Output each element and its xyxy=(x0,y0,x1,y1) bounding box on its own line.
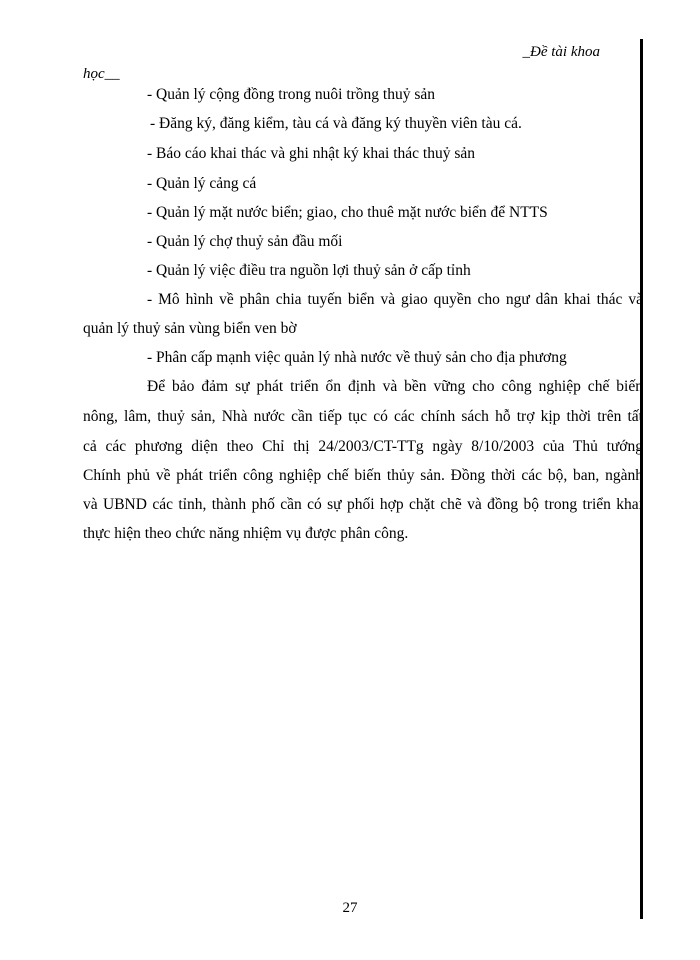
paragraph-line-last: thực hiện theo chức năng nhiệm vụ được phân công. xyxy=(83,525,409,542)
bullet-item-model-line2: quản lý thuỷ sản vùng biển ven bờ xyxy=(83,320,297,337)
paragraph-line: và UBND các tỉnh, thành phố cần có sự phối hợp chặt chẽ và đồng bộ trong triển khai xyxy=(83,496,643,513)
paragraph-line: cả các phương diện theo Chỉ thị 24/2003/CT-TTg ngày 8/10/2003 của Thủ tướng xyxy=(83,438,643,455)
bullet-item-vessel-registration: - Đăng ký, đăng kiểm, tàu cá và đăng ký thuyền viên tàu cá. xyxy=(150,115,522,132)
paragraph-line: Chính phủ về phát triển công nghiệp chế biến thủy sản. Đồng thời các bộ, ban, ngành xyxy=(83,467,643,484)
bullet-item-decentralization: - Phân cấp mạnh việc quản lý nhà nước về thuỷ sản cho địa phương xyxy=(147,349,567,366)
bullet-item-model-line1: - Mô hình về phân chia tuyến biển và giao quyền cho ngư dân khai thác và xyxy=(147,291,643,308)
bullet-item-sea-surface: - Quản lý mặt nước biển; giao, cho thuê mặt nước biển để NTTS xyxy=(147,204,548,221)
header-title-cont-text: học xyxy=(83,66,105,82)
page-number: 27 xyxy=(342,900,358,916)
bullet-item-community-management: - Quản lý cộng đồng trong nuôi trồng thuỷ sản xyxy=(147,86,436,103)
paragraph-line: Để bảo đảm sự phát triển ổn định và bền vững cho công nghiệp chế biến xyxy=(147,378,643,395)
bullet-item-wholesale-market: - Quản lý chợ thuỷ sản đầu mối xyxy=(147,233,343,250)
paragraph-line: nông, lâm, thuỷ sản, Nhà nước cần tiếp tục có các chính sách hỗ trợ kịp thời trên tất xyxy=(83,408,643,425)
header-title-continuation: học__ xyxy=(83,66,120,82)
header-title: _Đề tài khoa xyxy=(522,44,600,60)
bullet-item-fishing-port: - Quản lý cảng cá xyxy=(147,175,257,192)
header-title-text: Đề tài khoa xyxy=(530,44,600,60)
bullet-item-catch-reporting: - Báo cáo khai thác và ghi nhật ký khai thác thuỷ sản xyxy=(147,145,475,162)
bullet-item-resource-survey: - Quản lý việc điều tra nguồn lợi thuỷ sản ở cấp tỉnh xyxy=(147,262,471,279)
